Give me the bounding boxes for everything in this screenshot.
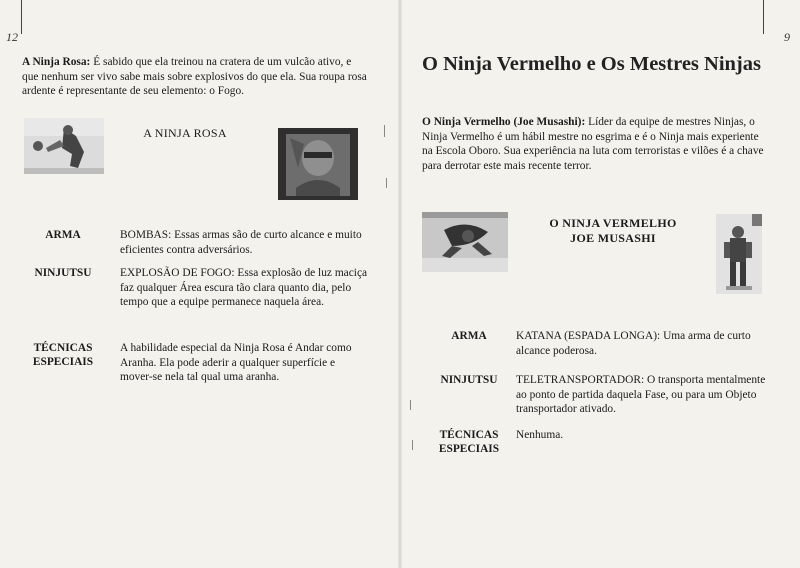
- intro-text: Líder da equipe de mestres Ninjas, o Ninja Vermelho é um hábil mestre no esgrima e é o Ninja mais experiente na Escola Oboro. Sua experiência na luta com terroristas e vilões é a chave para derrotar este mais recente terror.: [422, 116, 764, 172]
- margin-mark: [412, 440, 413, 450]
- def-desc-tecnicas-especiais: Nenhuma.: [516, 429, 564, 441]
- figure-caption: A NINJA ROSA: [143, 126, 227, 140]
- intro-text: É sabido que ela treinou na cratera de um vulcão ativo, e que nenhum ser vivo sabe mais sobre explosivos do que ela. Sua roupa rosa ardente é representante de seu elemento: o Fogo.: [22, 56, 367, 97]
- red-ninja-standing-image: [716, 214, 762, 294]
- def-term-tecnicas-especiais: TÉCNICAS ESPECIAIS: [32, 342, 94, 368]
- pink-ninja-action-image: [24, 118, 104, 174]
- figure-caption-line: JOE MUSASHI: [570, 231, 656, 245]
- page-edge-line: [21, 0, 22, 34]
- pink-ninja-portrait-image: [278, 128, 358, 200]
- intro-paragraph: [422, 115, 767, 173]
- intro-paragraph: [22, 55, 367, 99]
- figure-caption: [528, 216, 698, 246]
- figure-caption-line: O NINJA VERMELHO: [549, 216, 677, 230]
- def-term-tecnicas-especiais: TÉCNICAS ESPECIAIS: [438, 429, 500, 455]
- def-desc-tecnicas-especiais: A habilidade especial da Ninja Rosa é Andar como Aranha. Ela pode aderir a qualquer superfície e mover-se nela tal qual uma aranha.: [120, 342, 352, 384]
- margin-mark: [410, 400, 411, 410]
- red-ninja-action-image: [422, 212, 508, 272]
- intro-label: O Ninja Vermelho (Joe Musashi):: [422, 116, 586, 128]
- margin-mark: [386, 178, 387, 188]
- page-number: 9: [784, 30, 790, 44]
- def-desc-ninjutsu: EXPLOSÃO DE FOGO: Essa explosão de luz maciça faz qualquer Área escura tão clara quanto dia, pelo tempo que a equipe permanece naquela área.: [120, 267, 368, 309]
- def-term-arma: ARMA: [45, 229, 81, 241]
- def-desc-arma: KATANA (ESPADA LONGA): Uma arma de curto alcance poderosa.: [516, 330, 751, 357]
- page-edge-line: [763, 0, 764, 34]
- page-number: 12: [6, 30, 18, 44]
- intro-label: A Ninja Rosa:: [22, 56, 91, 68]
- def-term-ninjutsu: NINJUTSU: [440, 374, 498, 386]
- margin-mark: [384, 125, 385, 137]
- def-term-ninjutsu: NINJUTSU: [34, 267, 92, 279]
- def-desc-ninjutsu: TELETRANSPORTADOR: O transporta mentalmente ao ponto de partida daquela Fase, ou para um Objeto transportador ativado.: [516, 374, 766, 416]
- def-desc-arma: BOMBAS: Essas armas são de curto alcance e muito eficientes contra adversários.: [120, 229, 362, 256]
- def-term-arma: ARMA: [451, 330, 487, 342]
- section-title: O Ninja Vermelho e Os Mestres Ninjas: [422, 53, 761, 75]
